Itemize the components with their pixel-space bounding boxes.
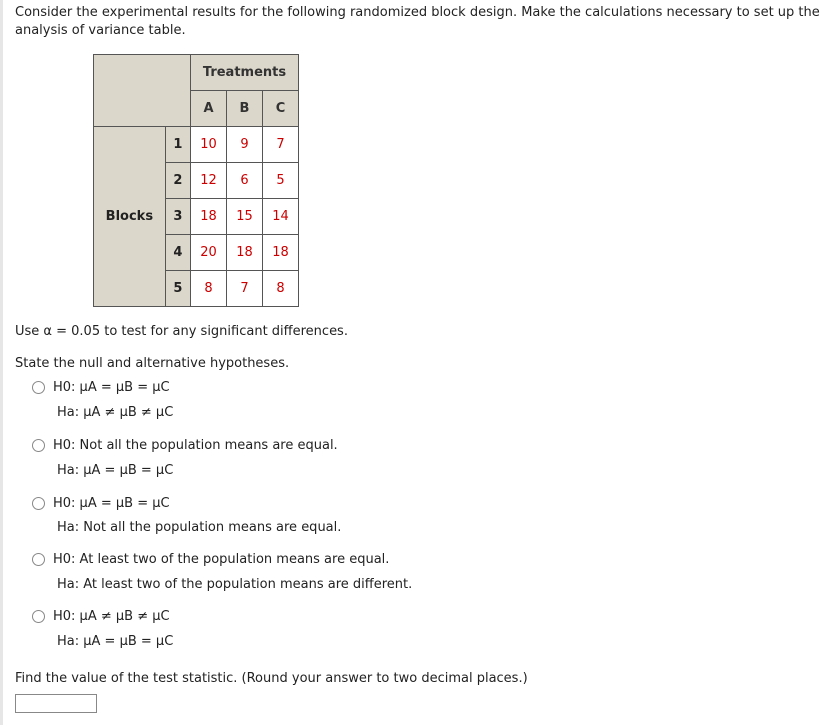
table-cell: 18	[263, 235, 299, 271]
alternative-hypothesis: Ha: Not all the population means are equal.	[57, 520, 342, 535]
table-cell: 14	[263, 199, 299, 235]
table-cell: 15	[227, 199, 263, 235]
problem-intro: Consider the experimental results for the following randomized block design. Make the calculations necessary to set up the analysis of variance table.	[15, 5, 820, 38]
table-cell: 12	[191, 163, 227, 199]
null-hypothesis: H0: At least two of the population means are equal.	[53, 552, 390, 567]
block-number: 1	[165, 127, 190, 163]
treatment-label: A	[191, 91, 227, 127]
block-number: 5	[165, 271, 190, 307]
table-cell: 18	[191, 199, 227, 235]
table-corner	[94, 55, 191, 127]
hypotheses-prompt: State the null and alternative hypotheses.	[15, 356, 290, 371]
radio-button[interactable]	[32, 610, 45, 623]
alternative-hypothesis: Ha: μA = μB = μC	[57, 634, 174, 649]
table-cell: 7	[263, 127, 299, 163]
table-row	[94, 127, 299, 163]
radio-button[interactable]	[32, 381, 45, 394]
block-number: 2	[165, 163, 190, 199]
table-cell: 7	[227, 271, 263, 307]
table-cell: 8	[191, 271, 227, 307]
treatments-header: Treatments	[191, 55, 299, 91]
block-design-table	[93, 54, 299, 307]
treatment-label: C	[263, 91, 299, 127]
radio-button[interactable]	[32, 553, 45, 566]
test-statistic-input[interactable]	[15, 694, 97, 713]
table-cell: 9	[227, 127, 263, 163]
blocks-label: Blocks	[94, 127, 166, 307]
table-cell: 8	[263, 271, 299, 307]
left-border	[0, 0, 3, 725]
table-cell: 10	[191, 127, 227, 163]
block-number: 4	[165, 235, 190, 271]
alternative-hypothesis: Ha: μA ≠ μB ≠ μC	[57, 405, 174, 420]
null-hypothesis: H0: Not all the population means are equal.	[53, 438, 338, 453]
treatment-label: B	[227, 91, 263, 127]
null-hypothesis: H0: μA = μB = μC	[53, 380, 170, 395]
table-cell: 20	[191, 235, 227, 271]
table-cell: 6	[227, 163, 263, 199]
radio-button[interactable]	[32, 497, 45, 510]
alpha-statement: Use α = 0.05 to test for any significant differences.	[15, 324, 348, 339]
alternative-hypothesis: Ha: μA = μB = μC	[57, 463, 174, 478]
null-hypothesis: H0: μA ≠ μB ≠ μC	[53, 609, 170, 624]
null-hypothesis: H0: μA = μB = μC	[53, 496, 170, 511]
alternative-hypothesis: Ha: At least two of the population means are different.	[57, 577, 413, 592]
table-cell: 5	[263, 163, 299, 199]
table-cell: 18	[227, 235, 263, 271]
block-number: 3	[165, 199, 190, 235]
radio-button[interactable]	[32, 439, 45, 452]
statistic-prompt: Find the value of the test statistic. (Round your answer to two decimal places.)	[15, 671, 528, 686]
